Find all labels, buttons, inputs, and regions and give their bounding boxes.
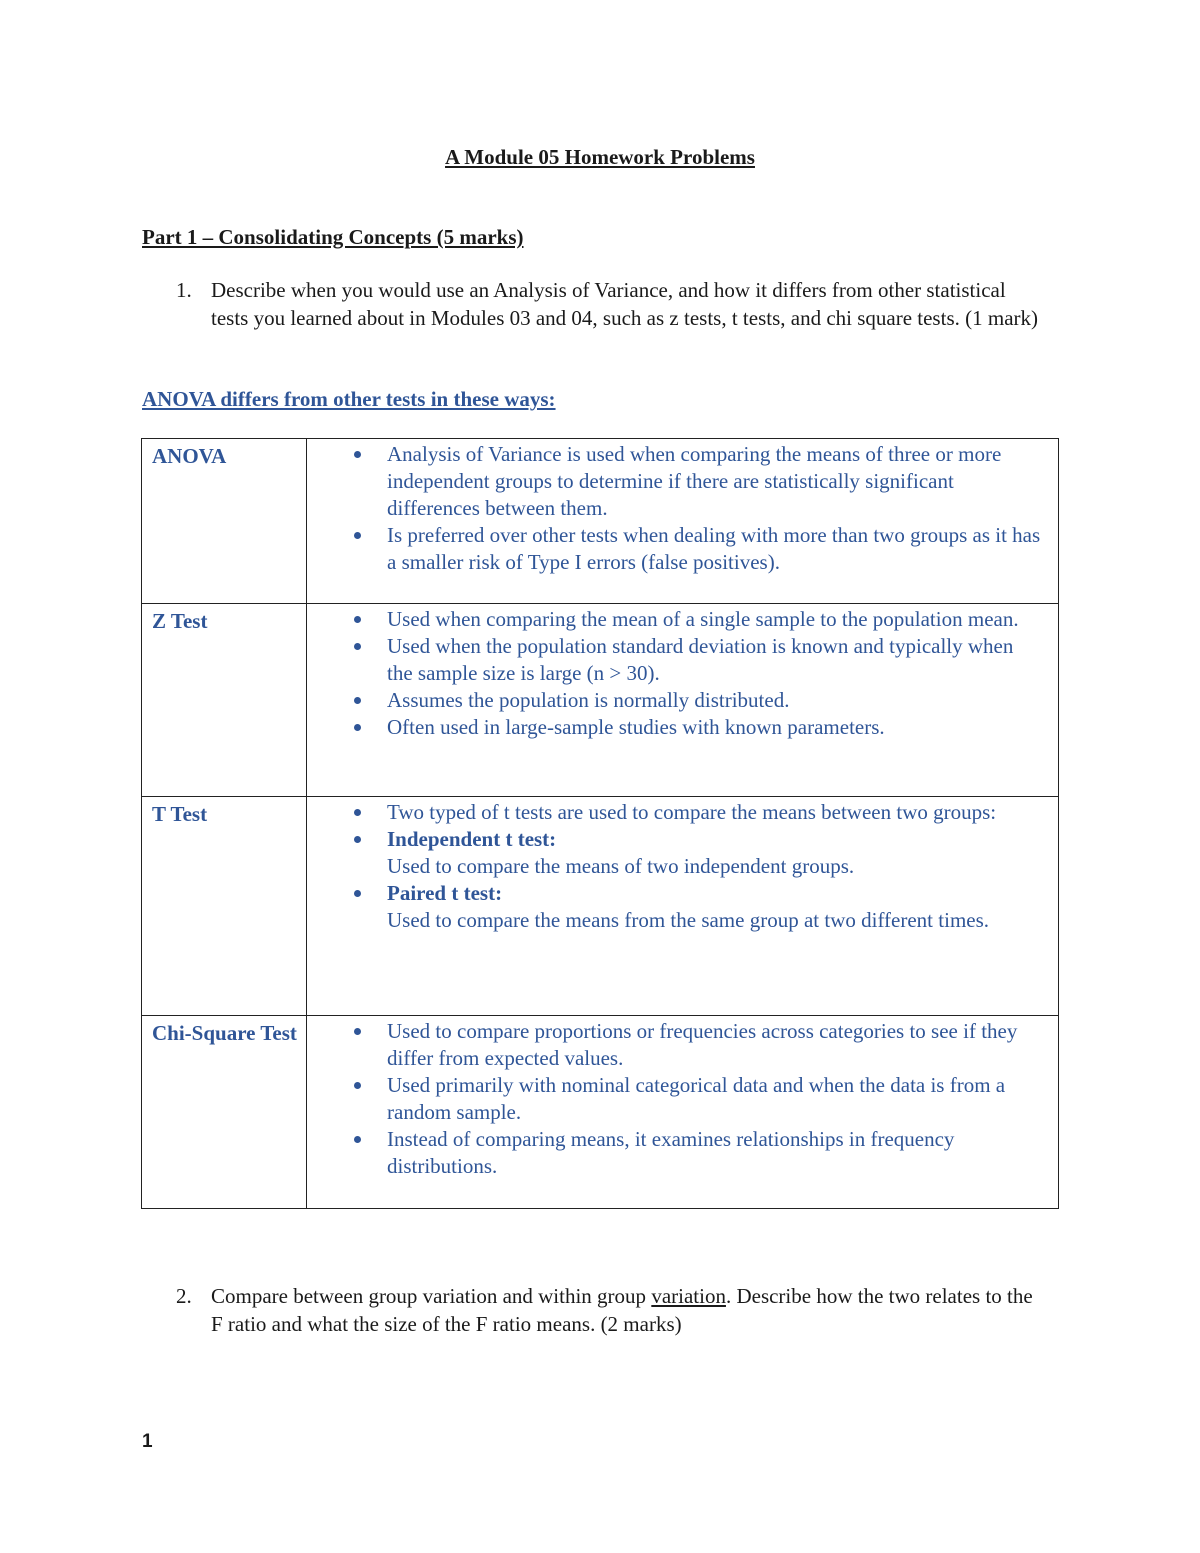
part1-heading: Part 1 – Consolidating Concepts (5 marks) bbox=[142, 225, 524, 249]
row-label: Chi-Square Test bbox=[142, 1016, 307, 1209]
comparison-table bbox=[141, 438, 1059, 1209]
list-item-text: Often used in large-sample studies with known parameters. bbox=[387, 715, 885, 739]
list-item bbox=[307, 1018, 1042, 1072]
question-2-text-before: Compare between group variation and within group bbox=[211, 1284, 652, 1308]
list-item bbox=[307, 522, 1042, 576]
list-item bbox=[307, 799, 1042, 826]
page-number: 1 bbox=[142, 1431, 153, 1452]
list-item-text: Assumes the population is normally distributed. bbox=[387, 688, 790, 712]
list-item bbox=[307, 441, 1042, 522]
list-item-text: Used to compare proportions or frequencies across categories to see if they differ from expected values. bbox=[387, 1019, 1018, 1070]
question-2-number: 2. bbox=[176, 1284, 192, 1308]
list-item-text: Two typed of t tests are used to compare the means between two groups: bbox=[387, 800, 997, 824]
list-item bbox=[307, 606, 1042, 633]
question-2-text-after: . Describe how the two relates to the F ratio and what the size of the F ratio means. (2 marks) bbox=[211, 1284, 1033, 1336]
list-item bbox=[307, 880, 1042, 934]
row-label: ANOVA bbox=[142, 439, 307, 604]
table-row-z-test bbox=[142, 604, 1059, 797]
list-item-text: Used to compare the means of two independent groups. bbox=[387, 854, 855, 878]
list-item-text: Used when comparing the mean of a single sample to the population mean. bbox=[387, 607, 1019, 631]
list-item bbox=[307, 1126, 1042, 1180]
list-item bbox=[307, 687, 1042, 714]
list-item-text: Used primarily with nominal categorical data and when the data is from a random sample. bbox=[387, 1073, 1006, 1124]
row-label: T Test bbox=[142, 797, 307, 1016]
row-bullets bbox=[307, 797, 1059, 1016]
table-row-anova bbox=[142, 439, 1059, 604]
list-item bbox=[307, 826, 1042, 880]
table-row-t-test bbox=[142, 797, 1059, 1016]
list-item-text: Analysis of Variance is used when comparing the means of three or more independent groups to determine if there are statistically significant differences between them. bbox=[387, 442, 1002, 520]
list-item-text: Instead of comparing means, it examines relationships in frequency distributions. bbox=[387, 1127, 955, 1178]
row-bullets bbox=[307, 439, 1059, 604]
list-item-subheading: Paired t test: bbox=[387, 881, 503, 905]
table-row-chi-square bbox=[142, 1016, 1059, 1209]
row-bullets bbox=[307, 604, 1059, 797]
question-2 bbox=[142, 1283, 1042, 1338]
list-item bbox=[307, 633, 1042, 687]
list-item bbox=[307, 1072, 1042, 1126]
row-bullets bbox=[307, 1016, 1059, 1209]
question-1-number: 1. bbox=[176, 278, 192, 302]
list-item-text: Is preferred over other tests when dealing with more than two groups as it has a smaller risk of Type I errors (false positives). bbox=[387, 523, 1041, 574]
question-1 bbox=[142, 277, 1042, 332]
answer-heading: ANOVA differs from other tests in these ways: bbox=[142, 387, 556, 411]
page-title: A Module 05 Homework Problems bbox=[445, 145, 755, 169]
question-1-text: Describe when you would use an Analysis of Variance, and how it differs from other statistical tests you learned about in Modules 03 and 04, such as z tests, t tests, and chi square tests. (1 mark) bbox=[211, 278, 1038, 330]
list-item-text: Used when the population standard deviation is known and typically when the sample size is large (n > 30). bbox=[387, 634, 1014, 685]
question-2-body bbox=[211, 1283, 1042, 1338]
list-item bbox=[307, 714, 1042, 741]
list-item-text: Used to compare the means from the same group at two different times. bbox=[387, 908, 990, 932]
list-item-subheading: Independent t test: bbox=[387, 827, 557, 851]
row-label: Z Test bbox=[142, 604, 307, 797]
question-2-underlined: variation bbox=[651, 1284, 726, 1308]
